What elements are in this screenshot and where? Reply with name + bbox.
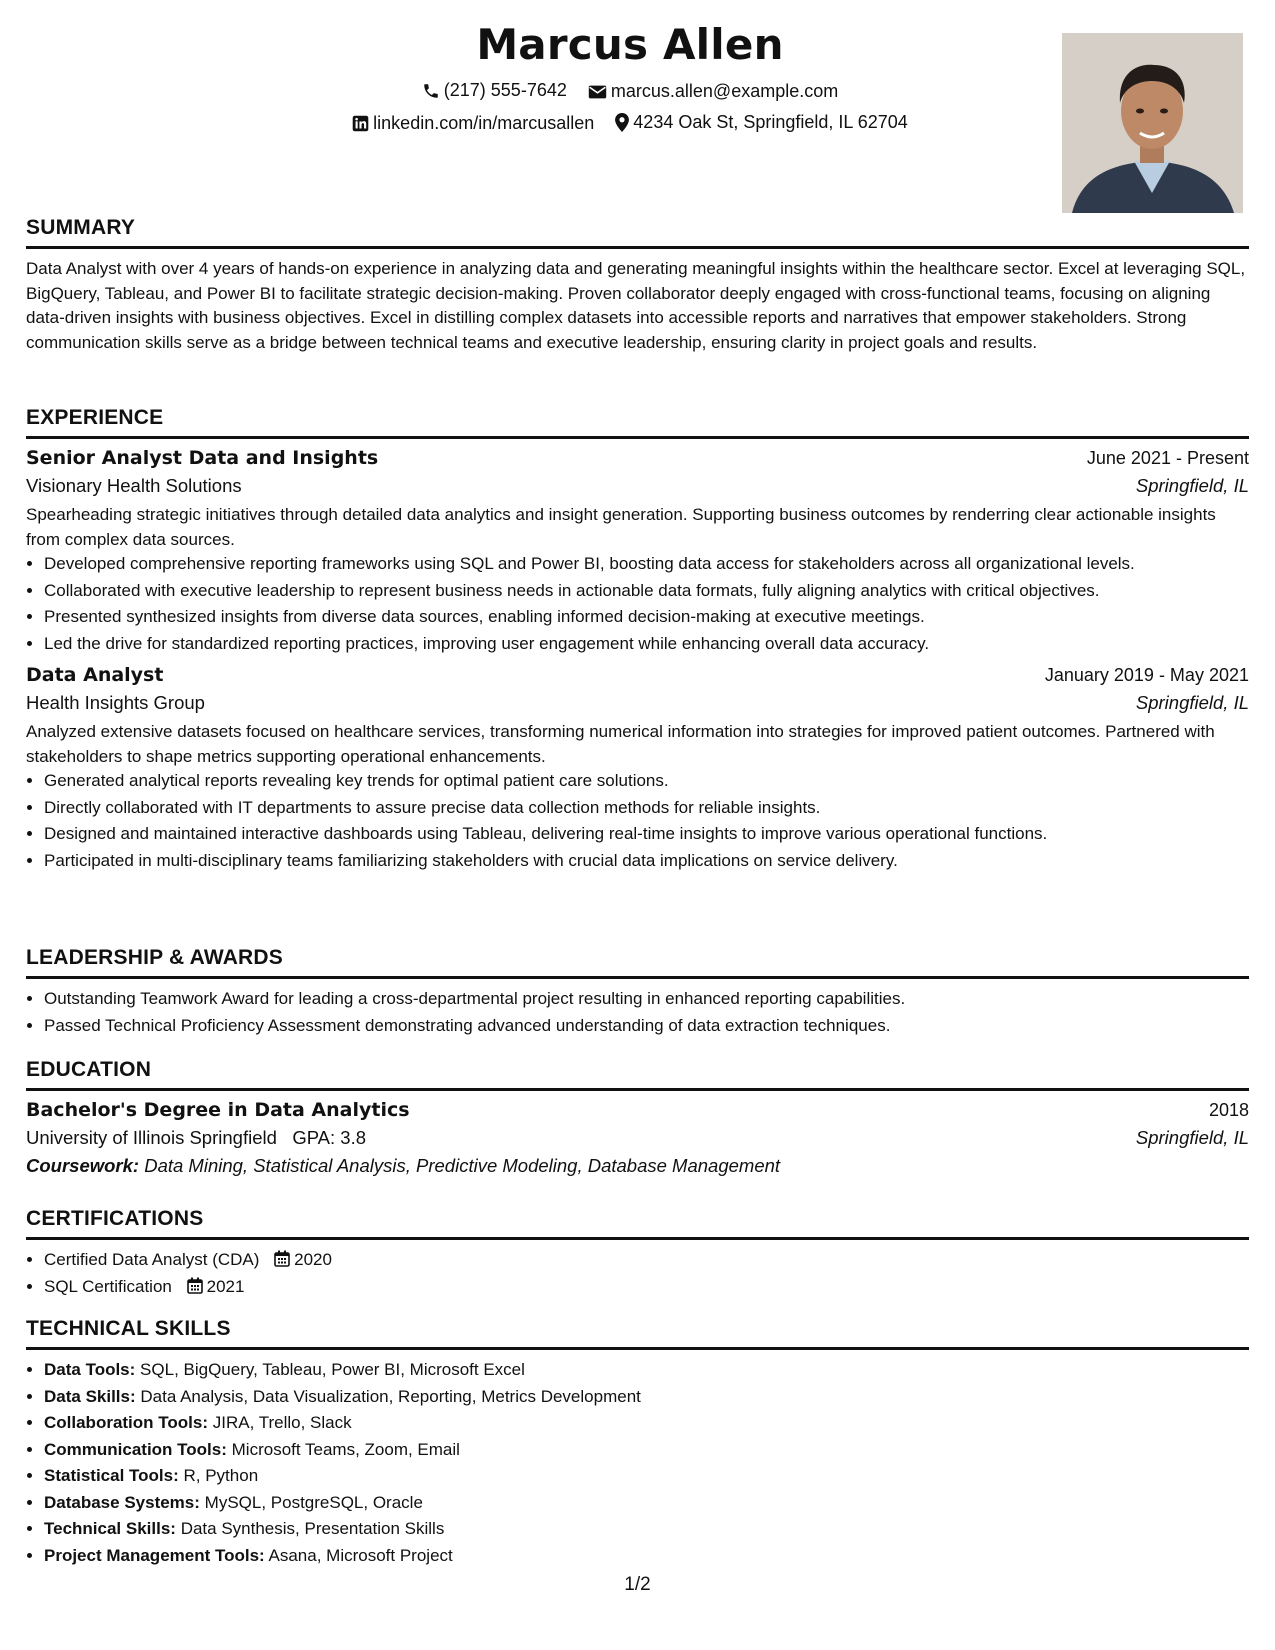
school-location: Springfield, IL xyxy=(1135,1127,1249,1148)
phone-icon xyxy=(422,82,440,100)
email-contact[interactable] xyxy=(588,81,838,102)
company-name: Visionary Health Solutions xyxy=(26,475,242,496)
skill-label: Collaboration Tools: xyxy=(44,1413,209,1432)
address-contact xyxy=(615,112,908,133)
list-item: • Collaborated with executive leadership to represent business needs in actionable data formats, fully aligning analytics with critical objectives. xyxy=(44,579,1249,604)
skill-value: SQL, BigQuery, Tableau, Power BI, Microsoft Excel xyxy=(140,1360,525,1379)
skill-value: Data Analysis, Data Visualization, Reporting, Metrics Development xyxy=(140,1386,641,1406)
coursework-line xyxy=(26,1155,1249,1177)
list-item xyxy=(44,1411,1249,1436)
page-number: 1/2 xyxy=(624,1574,651,1595)
list-item: • Directly collaborated with IT departments to assure precise data collection methods for reliable insights. xyxy=(44,796,1249,821)
coursework-label: Coursework: xyxy=(26,1155,140,1176)
job-dates: June 2021 - Present xyxy=(1086,448,1249,468)
skill-label: Communication Tools: xyxy=(44,1439,227,1459)
list-item: • Led the drive for standardized reporting practices, improving user engagement while enhancing overall data accuracy. xyxy=(44,632,1249,657)
cert-year: 2020 xyxy=(294,1250,332,1269)
skill-label: Project Management Tools: xyxy=(44,1545,265,1565)
skills-section xyxy=(26,1317,1249,1570)
job-bullets xyxy=(26,769,1249,873)
certifications-section xyxy=(26,1207,1249,1301)
skill-label: Data Skills: xyxy=(44,1386,136,1406)
list-item xyxy=(44,1248,1249,1273)
cert-name: Certified Data Analyst (CDA) xyxy=(44,1250,260,1269)
list-item xyxy=(44,1517,1249,1542)
skills-list xyxy=(26,1358,1249,1568)
list-item: • Outstanding Teamwork Award for leading a cross-departmental project resulting in enhanced reporting capabilities. xyxy=(44,987,1249,1012)
list-item xyxy=(44,1544,1249,1569)
list-item xyxy=(44,1438,1249,1463)
job-description: Analyzed extensive datasets focused on healthcare services, transforming numerical information into strategies for improved patient outcomes. Partnered with stakeholders to shape metrics supporting operational enhancements. xyxy=(26,722,1215,766)
skill-label: Database Systems: xyxy=(44,1492,200,1512)
job-entry xyxy=(26,664,1249,873)
skills-heading: TECHNICAL SKILLS xyxy=(26,1317,1249,1350)
email-text: marcus.allen@example.com xyxy=(610,81,839,101)
job-bullets xyxy=(26,552,1249,656)
list-item: • Designed and maintained interactive dashboards using Tableau, delivering real-time insights to improve various operational functions. xyxy=(44,822,1249,847)
profile-photo xyxy=(1062,33,1243,213)
skill-label: Data Tools: xyxy=(44,1360,136,1379)
skill-label: Technical Skills: xyxy=(44,1519,176,1538)
list-item xyxy=(44,1385,1249,1410)
calendar-icon xyxy=(187,1277,203,1294)
linkedin-contact[interactable] xyxy=(352,113,594,134)
coursework-text: Data Mining, Statistical Analysis, Predictive Modeling, Database Management xyxy=(144,1155,781,1176)
list-item xyxy=(44,1464,1249,1489)
job-dates: January 2019 - May 2021 xyxy=(1044,665,1249,685)
skill-value: JIRA, Trello, Slack xyxy=(212,1413,352,1432)
certifications-list xyxy=(26,1248,1249,1299)
list-item: • Passed Technical Proficiency Assessment demonstrating advanced understanding of data extraction techniques. xyxy=(44,1014,1249,1039)
school-name: University of Illinois Springfield xyxy=(26,1127,277,1148)
company-name: Health Insights Group xyxy=(26,692,205,713)
skill-value: MySQL, PostgreSQL, Oracle xyxy=(204,1492,423,1512)
summary-heading: SUMMARY xyxy=(26,216,1249,249)
education-section xyxy=(26,1058,1249,1177)
address-text: 4234 Oak St, Springfield, IL 62704 xyxy=(633,112,908,132)
job-location: Springfield, IL xyxy=(1135,475,1249,496)
calendar-icon xyxy=(274,1250,290,1267)
experience-section xyxy=(26,406,1249,875)
candidate-name: Marcus Allen xyxy=(476,20,784,69)
list-item xyxy=(44,1358,1249,1383)
cert-name: SQL Certification xyxy=(44,1276,172,1296)
job-location: Springfield, IL xyxy=(1135,692,1249,713)
list-item: • Generated analytical reports revealing key trends for optimal patient care solutions. xyxy=(44,769,1249,794)
envelope-icon xyxy=(588,84,607,100)
degree-name: Bachelor's Degree in Data Analytics xyxy=(26,1099,410,1121)
experience-heading: EXPERIENCE xyxy=(26,406,1249,439)
phone-contact[interactable] xyxy=(422,80,567,101)
skill-value: Asana, Microsoft Project xyxy=(268,1545,453,1565)
map-pin-icon xyxy=(615,113,629,132)
skill-label: Statistical Tools: xyxy=(44,1466,179,1485)
job-entry xyxy=(26,447,1249,656)
education-heading: EDUCATION xyxy=(26,1058,1249,1091)
summary-text: Data Analyst with over 4 years of hands-on experience in analyzing data and generating meaningful insights within the healthcare sector. Excel at leveraging SQL, BigQuery, Tableau, and Power BI to facilitate strategic decision-making. Proven collaborator deeply engaged with cross-functional teams, focusing on aligning data-driven insights with business objectives. Excel in distilling complex datasets into accessible reports and narratives that empower stakeholders. Strong communication skills serve as a bridge between technical teams and executive leadership, ensuring clarity in project goals and results. xyxy=(26,259,1246,352)
list-item: • Presented synthesized insights from diverse data sources, enabling informed decision-making at executive meetings. xyxy=(44,605,1249,630)
summary-section xyxy=(26,216,1249,355)
graduation-year: 2018 xyxy=(1208,1100,1249,1120)
school-line xyxy=(26,1127,366,1149)
list-item xyxy=(44,1275,1249,1300)
list-item xyxy=(44,1491,1249,1516)
job-title: Senior Analyst Data and Insights xyxy=(26,447,379,469)
linkedin-icon xyxy=(352,115,369,132)
leadership-list xyxy=(26,987,1249,1038)
skill-value: R, Python xyxy=(183,1466,259,1485)
skill-value: Data Synthesis, Presentation Skills xyxy=(180,1519,445,1538)
job-title: Data Analyst xyxy=(26,664,164,686)
list-item: • Developed comprehensive reporting frameworks using SQL and Power BI, boosting data access for stakeholders across all organizational levels. xyxy=(44,552,1249,577)
linkedin-text: linkedin.com/in/marcusallen xyxy=(373,113,595,133)
cert-year: 2021 xyxy=(206,1276,245,1296)
job-description: Spearheading strategic initiatives through detailed data analytics and insight generation. Supporting business outcomes by renderring clear actionable insights from complex data sources. xyxy=(26,505,1216,549)
leadership-section xyxy=(26,946,1249,1040)
skill-value: Microsoft Teams, Zoom, Email xyxy=(231,1439,460,1459)
phone-text: (217) 555-7642 xyxy=(443,80,567,100)
gpa: GPA: 3.8 xyxy=(292,1127,367,1148)
list-item: • Participated in multi-disciplinary teams familiarizing stakeholders with crucial data implications on service delivery. xyxy=(44,849,1249,874)
certifications-heading: CERTIFICATIONS xyxy=(26,1207,1249,1240)
leadership-heading: LEADERSHIP & AWARDS xyxy=(26,946,1249,979)
